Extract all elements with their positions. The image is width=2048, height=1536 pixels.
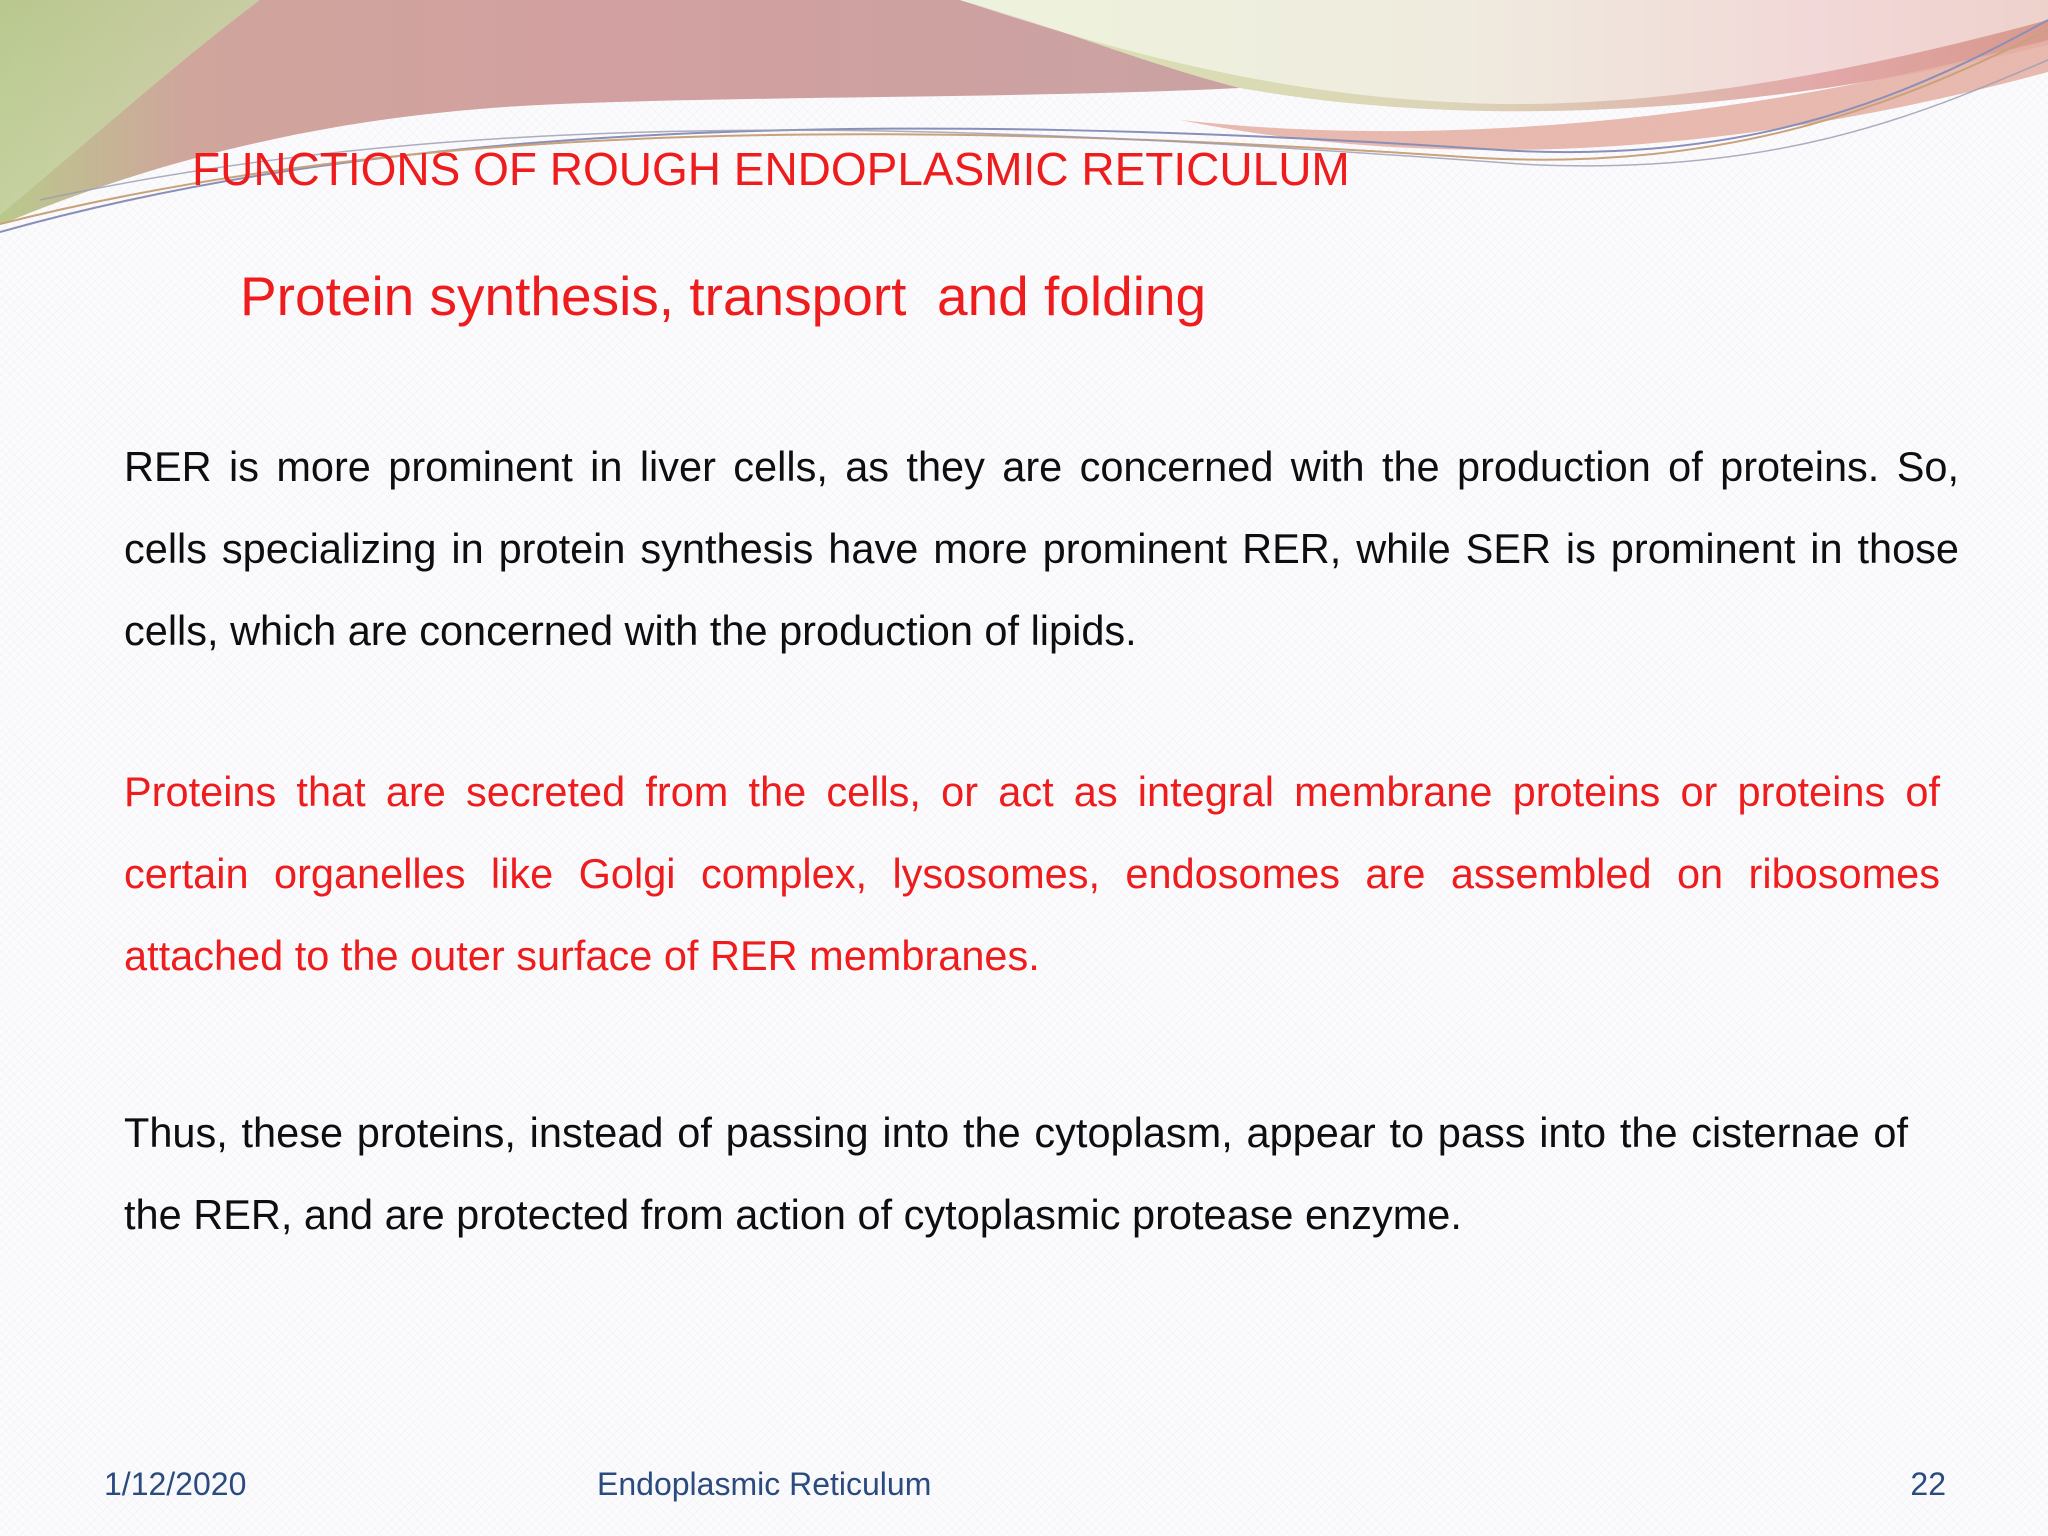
body-paragraph-cisternae: Thus, these proteins, instead of passing into the cytoplasm, appear to pass into the cisternae of the RER, and are protected from action of cytoplasmic protease enzyme. bbox=[124, 1109, 1908, 1238]
slide-title: FUNCTIONS OF ROUGH ENDOPLASMIC RETICULUM bbox=[192, 143, 1350, 195]
body-paragraph-rer-liver-cells: RER is more prominent in liver cells, as they are concerned with the production of proteins. So, cells specializing in protein synthesis have more prominent RER, while SER is prominent in those cells, which are concerned with the production of lipids. bbox=[124, 443, 1959, 654]
footer-topic: Endoplasmic Reticulum bbox=[597, 1466, 932, 1502]
footer-date: 1/12/2020 bbox=[104, 1466, 247, 1502]
body-paragraph-secreted-proteins: Proteins that are secreted from the cells, or act as integral membrane proteins or proteins of certain organelles like Golgi complex, lysosomes, endosomes are assembled on ribosomes attached to the outer surface of RER membranes. bbox=[124, 768, 1940, 979]
header-wave-decoration bbox=[0, 0, 2048, 240]
slide-subtitle: Protein synthesis, transport and folding bbox=[240, 265, 1207, 327]
footer-page-number: 22 bbox=[1910, 1466, 1946, 1502]
